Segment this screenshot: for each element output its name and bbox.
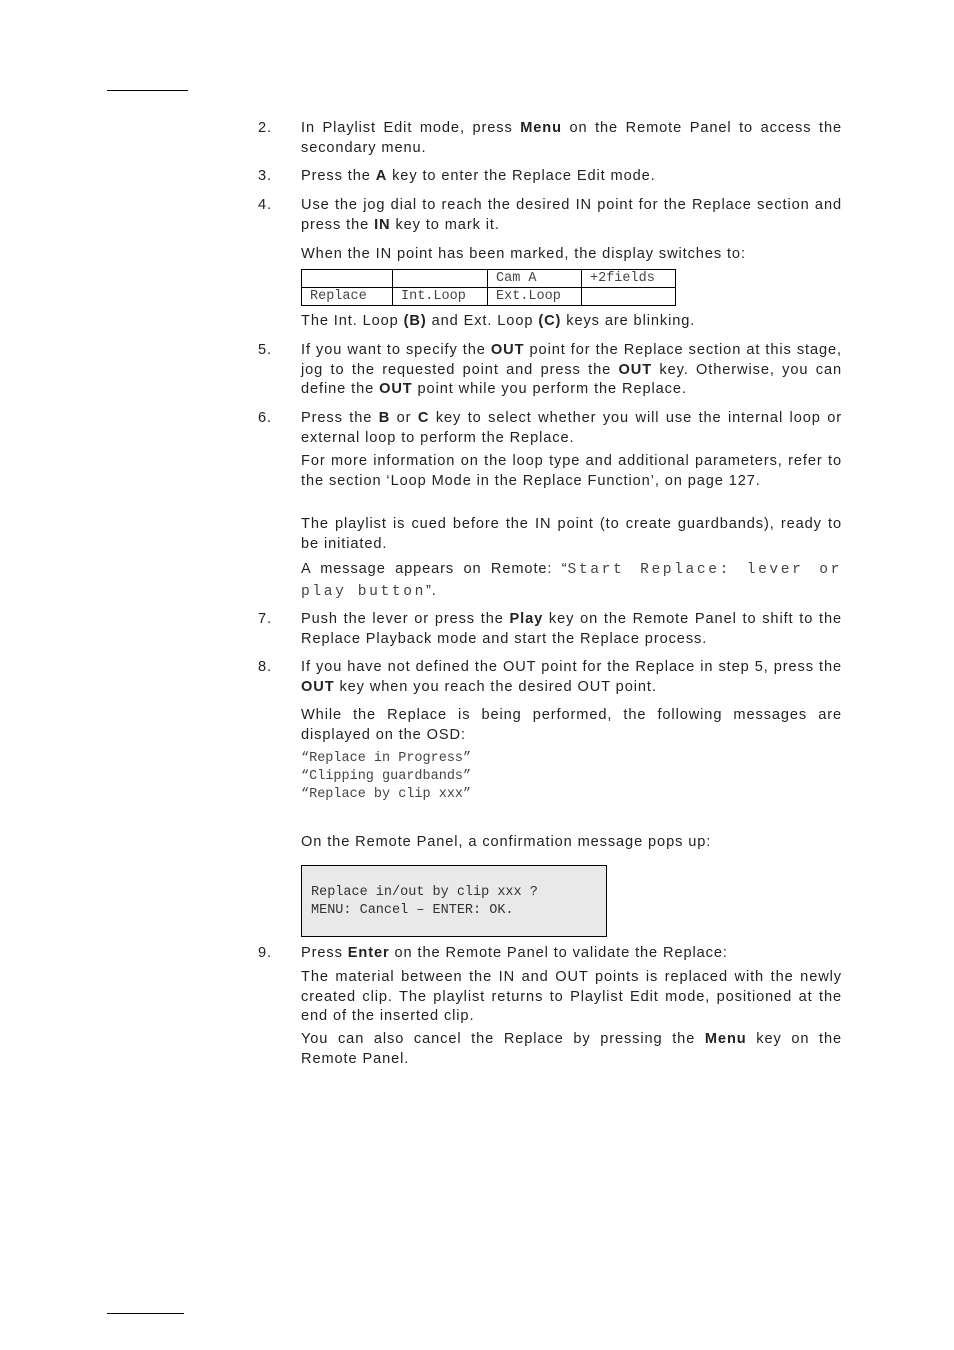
osd-message: “Replace in Progress” <box>301 751 472 766</box>
remote-display-table <box>301 269 676 306</box>
table-cell <box>393 270 488 288</box>
step-6: 6. Press the B or C key to select whether you will use the internal loop or external loop to perform the Replace. <box>258 410 842 446</box>
table-cell: Replace <box>302 288 393 306</box>
menu-key-label: Menu <box>520 120 562 136</box>
step-number: 8. <box>258 659 272 675</box>
cue-para: The playlist is cued before the IN point (to create guardbands), ready to be initiated. <box>301 516 842 552</box>
step-number: 4. <box>258 197 272 213</box>
osd-message: “Replace by clip xxx” <box>301 787 472 802</box>
step-number: 9. <box>258 945 272 961</box>
step-3: 3. Press the A key to enter the Replace Edit mode. <box>258 167 842 187</box>
confirm-line-1: Replace in/out by clip xxx ? <box>311 885 538 900</box>
table-cell: Int.Loop <box>393 288 488 306</box>
step-5: 5. If you want to specify the OUT point for the Replace section at this stage, jog to the requested point and press the OUT key. Otherwise, you can define the OUT point while you perform the Replace. <box>258 342 842 397</box>
loop-info-para: For more information on the loop type and additional parameters, refer to the section ‘Loop Mode in the Replace Function’, on page 127. <box>301 453 842 489</box>
confirm-intro: On the Remote Panel, a confirmation message pops up: <box>301 834 712 850</box>
osd-message: “Clipping guardbands” <box>301 769 472 784</box>
osd-messages <box>301 750 471 804</box>
header-rule <box>107 90 188 91</box>
table-row <box>302 288 676 306</box>
step-number: 6. <box>258 410 272 426</box>
blinking-note: The Int. Loop (B) and Ext. Loop (C) keys are blinking. <box>301 313 696 329</box>
table-cell: Cam A <box>488 270 582 288</box>
table-cell: +2fields <box>582 270 676 288</box>
step-9: 9. Press Enter on the Remote Panel to validate the Replace: <box>258 944 842 964</box>
footer-rule <box>107 1313 184 1314</box>
table-cell <box>302 270 393 288</box>
step-number: 7. <box>258 611 272 627</box>
table-cell: Ext.Loop <box>488 288 582 306</box>
table-row <box>302 270 676 288</box>
step-4: 4. Use the jog dial to reach the desired IN point for the Replace section and press the IN key to mark it. <box>258 197 842 233</box>
step-7: 7. Push the lever or press the Play key on the Remote Panel to shift to the Replace Playback mode and start the Replace process. <box>258 611 842 647</box>
step-number: 2. <box>258 120 272 136</box>
step-2: 2. In Playlist Edit mode, press Menu on the Remote Panel to access the secondary menu. <box>258 120 842 156</box>
step-number: 5. <box>258 342 272 358</box>
cancel-para: You can also cancel the Replace by pressing the Menu key on the Remote Panel. <box>301 1031 842 1067</box>
table-cell <box>582 288 676 306</box>
step-8: 8. If you have not defined the OUT point for the Replace in step 5, press the OUT key when you reach the desired OUT point. <box>258 659 842 695</box>
confirm-line-2: MENU: Cancel – ENTER: OK. <box>311 903 514 918</box>
remote-message-para: A message appears on Remote: “Start Replace: lever or play button”. <box>301 561 843 600</box>
replace-result-para: The material between the IN and OUT points is replaced with the newly created clip. The playlist returns to Playlist Edit mode, positioned at the end of the inserted clip. <box>301 969 842 1024</box>
display-intro: When the IN point has been marked, the display switches to: <box>301 246 746 262</box>
osd-intro: While the Replace is being performed, the following messages are displayed on the OSD: <box>301 707 842 743</box>
step-number: 3. <box>258 168 272 184</box>
confirmation-message-box <box>301 865 607 937</box>
